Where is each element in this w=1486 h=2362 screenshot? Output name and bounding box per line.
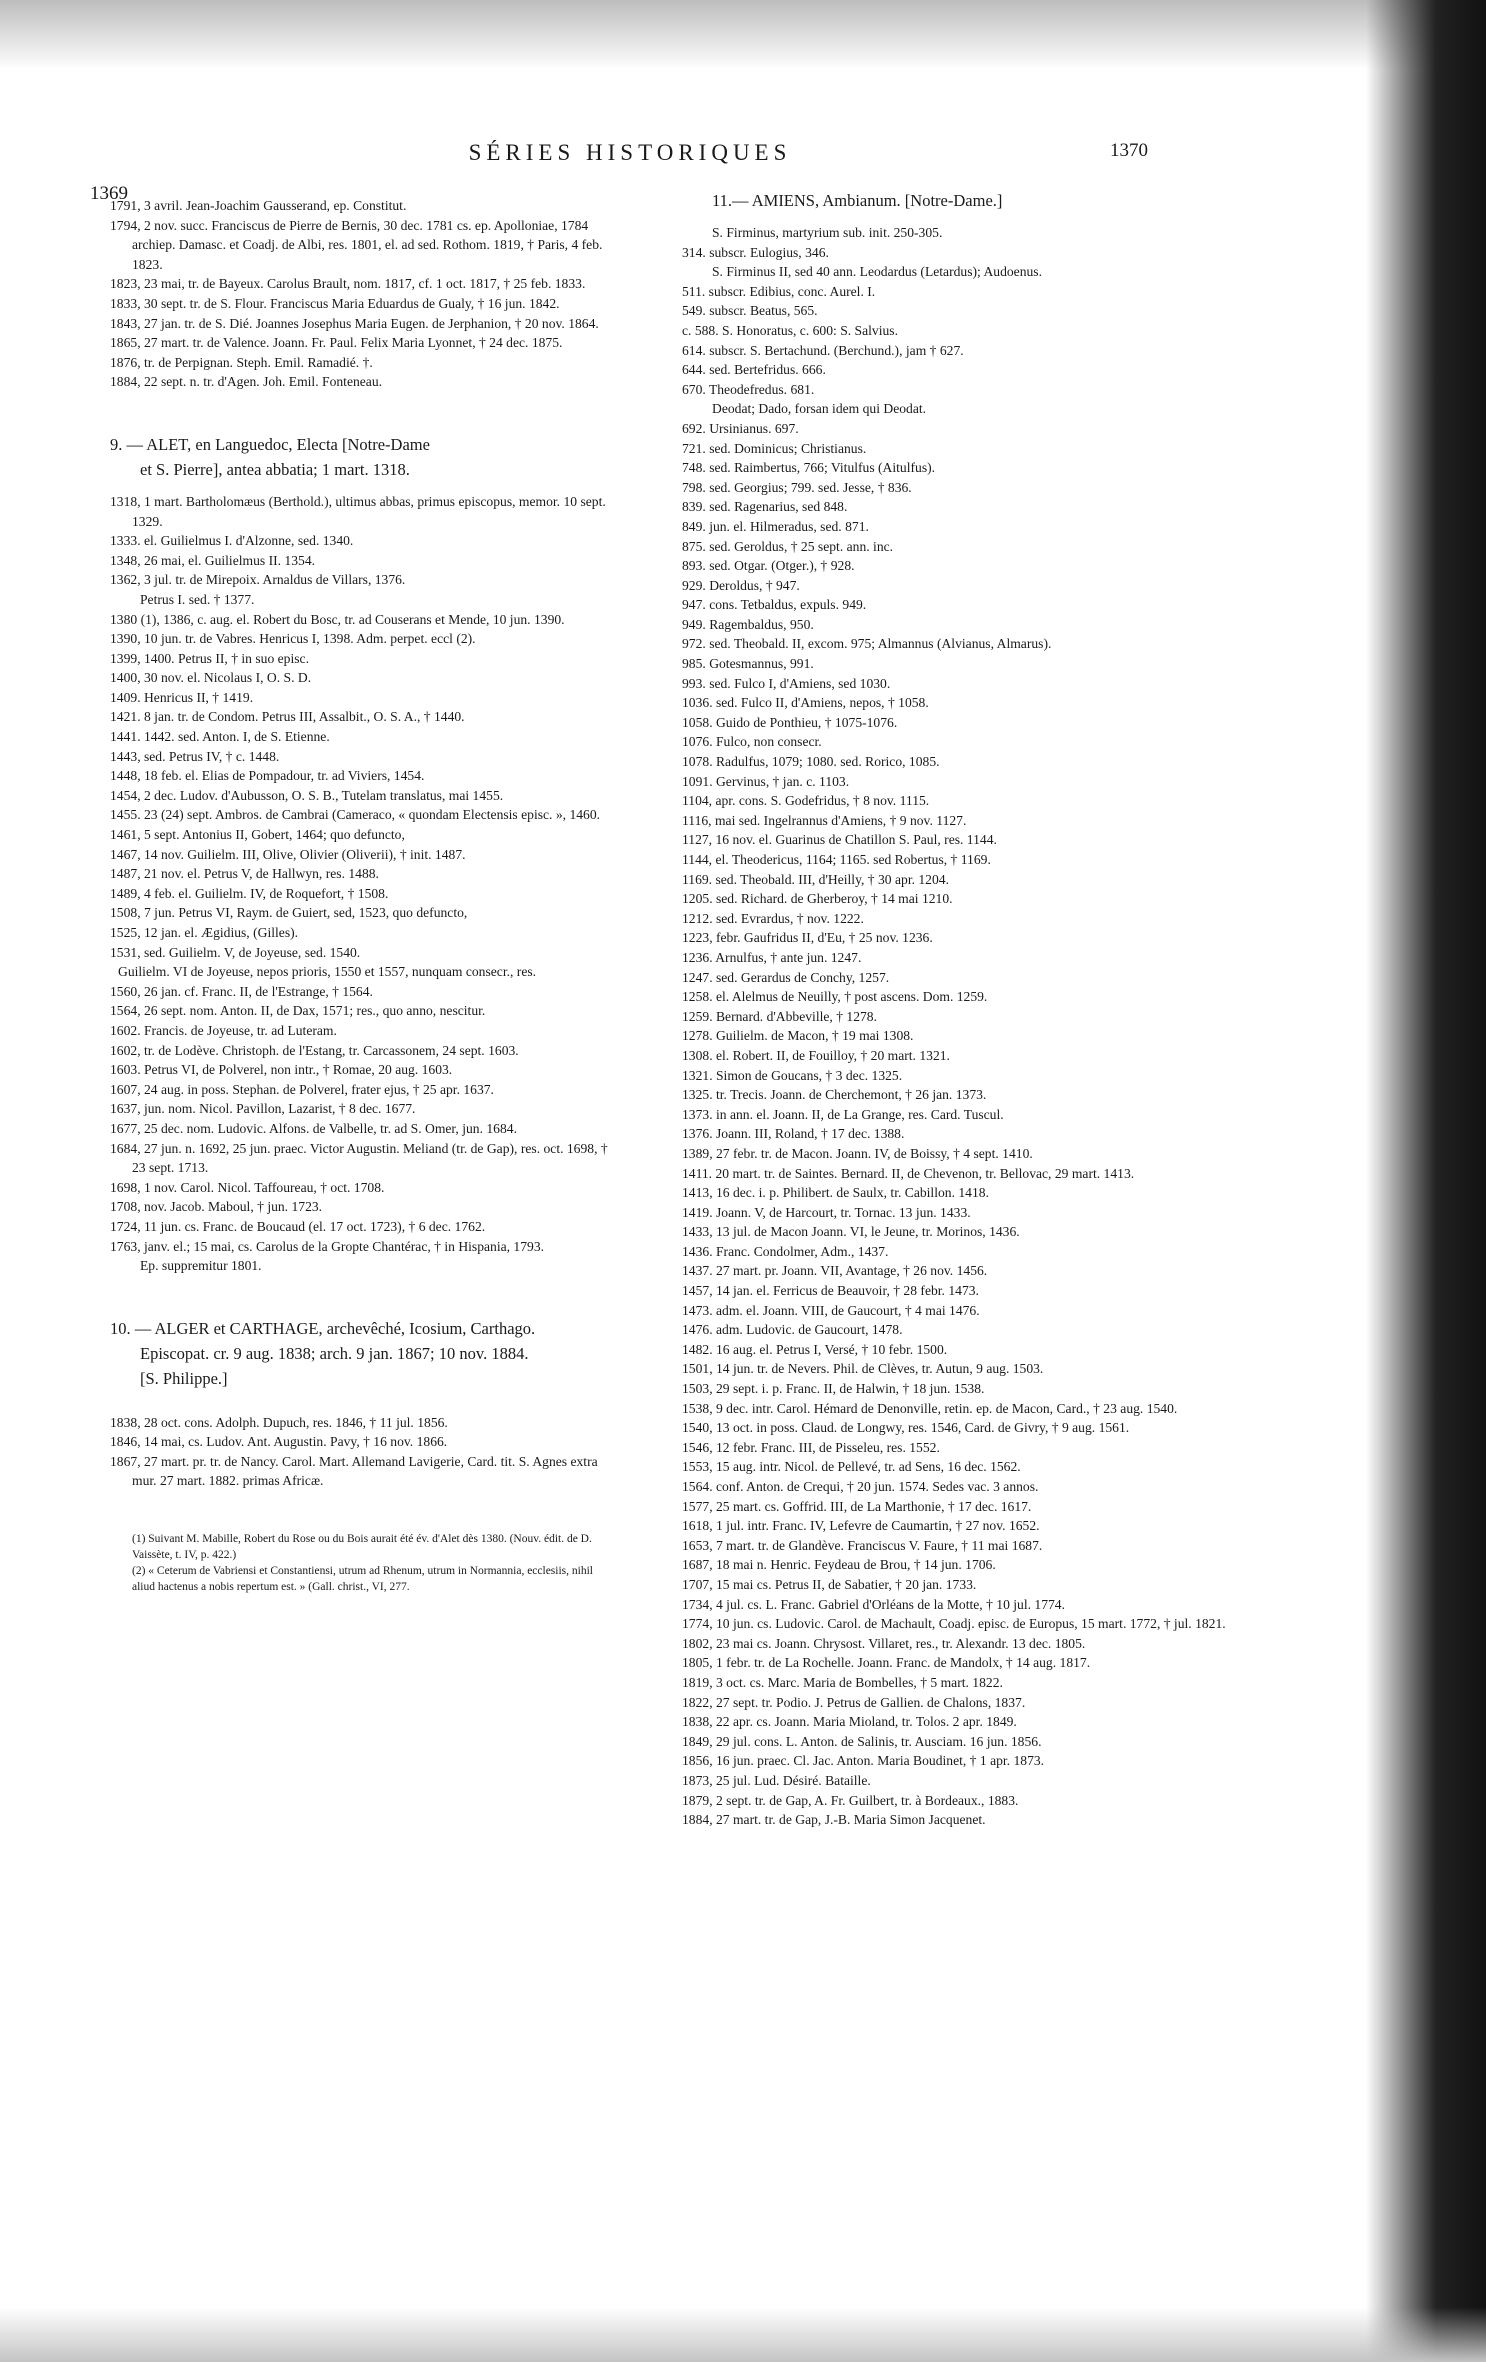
list-item: 1602, tr. de Lodève. Christoph. de l'Estang, tr. Carcassonem, 24 sept. 1603.: [110, 1042, 519, 1058]
list-item: 1457, 14 jan. el. Ferricus de Beauvoir, † 28 febr. 1473.: [682, 1283, 979, 1299]
list-item: 1467, 14 nov. Guilielm. III, Olive, Olivier (Oliverii), † init. 1487.: [110, 846, 466, 862]
list-item: 1308. el. Robert. II, de Fouilloy, † 20 mart. 1321.: [682, 1047, 950, 1063]
scan-border-top: [0, 0, 1486, 70]
list-item: 1867, 27 mart. pr. tr. de Nancy. Carol. Mart. Allemand Lavigerie, Card. tit. S. Agnes extra mur. 27 mart. 1882. primas Africæ.: [110, 1453, 598, 1489]
list-item: 1116, mai sed. Ingelrannus d'Amiens, † 9 nov. 1127.: [682, 812, 967, 828]
list-item: Petrus I. sed. † 1377.: [140, 591, 255, 607]
list-item: 893. sed. Otgar. (Otger.), † 928.: [682, 558, 855, 574]
list-item: 1454, 2 dec. Ludov. d'Aubusson, O. S. B., Tutelam translatus, mai 1455.: [110, 787, 504, 803]
list-item: 1564, 26 sept. nom. Anton. II, de Dax, 1571; res., quo anno, nescitur.: [110, 1003, 486, 1019]
list-item: 1698, 1 nov. Carol. Nicol. Taffoureau, † oct. 1708.: [110, 1179, 385, 1195]
list-item: 993. sed. Fulco I, d'Amiens, sed 1030.: [682, 675, 891, 691]
list-item: 692. Ursinianus. 697.: [682, 420, 799, 436]
list-item: 1443, sed. Petrus IV, † c. 1448.: [110, 748, 280, 764]
list-item: 748. sed. Raimbertus, 766; Vitulfus (Aitulfus).: [682, 460, 936, 476]
list-item: 1525, 12 jan. el. Ægidius, (Gilles).: [110, 925, 299, 940]
list-item: 1362, 3 jul. tr. de Mirepoix. Arnaldus de Villars, 1376.: [110, 572, 406, 588]
list-item: 1489, 4 feb. el. Guilielm. IV, de Roquefort, † 1508.: [110, 885, 389, 901]
list-item: 1169. sed. Theobald. III, d'Heilly, † 30 apr. 1204.: [682, 871, 949, 887]
list-item: 1805, 1 febr. tr. de La Rochelle. Joann. Franc. de Mandolx, † 14 aug. 1817.: [682, 1655, 1091, 1671]
list-item: 1856, 16 jun. praec. Cl. Jac. Anton. Maria Boudinet, † 1 apr. 1873.: [682, 1753, 1045, 1769]
scan-border-right: [1366, 0, 1486, 2362]
list-item: 849. jun. el. Hilmeradus, sed. 871.: [682, 518, 869, 534]
list-item: 929. Deroldus, † 947.: [682, 577, 800, 593]
section-title-amiens: 11.— AMIENS, Ambianum. [Notre-Dame.]: [712, 191, 1003, 210]
list-item: 1400, 30 nov. el. Nicolaus I, O. S. D.: [110, 670, 312, 686]
left-column: [110, 196, 610, 1595]
list-item: 1865, 27 mart. tr. de Valence. Joann. Fr. Paul. Felix Maria Lyonnet, † 24 dec. 1875.: [110, 335, 563, 351]
list-item: S. Firminus II, sed 40 ann. Leodardus (Letardus); Audoenus.: [712, 264, 1042, 280]
list-item: 1794, 2 nov. succ. Franciscus de Pierre de Bernis, 30 dec. 1781 cs. ep. Apolloniae, 1784 archiep. Damasc. et Coadj. de Albi, res. 1801, el. ad sed. Rothom. 1819, † Paris, 4 feb. 1823.: [110, 217, 603, 272]
section-title-alet: 9. — ALET, en Languedoc, Electa [Notre-Dame: [110, 434, 430, 454]
list-item: 1144, el. Theodericus, 1164; 1165. sed Robertus, † 1169.: [682, 852, 991, 867]
list-item: 1461, 5 sept. Antonius II, Gobert, 1464; quo defuncto,: [110, 827, 405, 843]
list-item: 1538, 9 dec. intr. Carol. Hémard de Denonville, retin. ep. de Macon, Card., † 23 aug. 1540.: [682, 1400, 1178, 1416]
list-item: 1325. tr. Trecis. Joann. de Cherchemont, † 26 jan. 1373.: [682, 1087, 987, 1103]
list-item: 1802, 23 mai cs. Joann. Chrysost. Villaret, res., tr. Alexandr. 13 dec. 1805.: [682, 1635, 1086, 1651]
list-item: 972. sed. Theobald. II, excom. 975; Almannus (Alvianus, Almarus).: [682, 636, 1052, 652]
list-item: 985. Gotesmannus, 991.: [682, 656, 814, 672]
list-item: 1205. sed. Richard. de Gherberoy, † 14 mai 1210.: [682, 891, 953, 907]
list-item: 670. Theodefredus. 681.: [682, 381, 815, 397]
page-number-right: 1370: [1110, 140, 1148, 161]
list-item: 1602. Francis. de Joyeuse, tr. ad Luteram.: [110, 1022, 337, 1038]
list-item: 1223, febr. Gaufridus II, d'Eu, † 25 nov. 1236.: [682, 930, 933, 946]
list-item: 1212. sed. Evrardus, † nov. 1222.: [682, 910, 864, 926]
list-item: 1707, 15 mai cs. Petrus II, de Sabatier, † 20 jan. 1733.: [682, 1576, 977, 1592]
list-item: 1411. 20 mart. tr. de Saintes. Bernard. II, de Chevenon, tr. Bellovac, 29 mart. 1413.: [682, 1165, 1135, 1181]
list-item: Deodat; Dado, forsan idem qui Deodat.: [712, 401, 927, 417]
list-item: 1421. 8 jan. tr. de Condom. Petrus III, Assalbit., O. S. A., † 1440.: [110, 709, 465, 725]
list-item: 1409. Henricus II, † 1419.: [110, 689, 254, 705]
list-item: 1441. 1442. sed. Anton. I, de S. Etienne.: [110, 729, 330, 745]
list-item: 1879, 2 sept. tr. de Gap, A. Fr. Guilbert, tr. à Bordeaux., 1883.: [682, 1792, 1019, 1808]
list-item: 1501, 14 jun. tr. de Nevers. Phil. de Clèves, tr. Autun, 9 aug. 1503.: [682, 1361, 1044, 1377]
list-item: 1258. el. Alelmus de Neuilly, † post ascens. Dom. 1259.: [682, 989, 988, 1005]
list-item: 1487, 21 nov. el. Petrus V, de Hallwyn, res. 1488.: [110, 866, 379, 882]
list-item: 1884, 27 mart. tr. de Gap, J.-B. Maria Simon Jacquenet.: [682, 1812, 986, 1828]
scan-border-bottom: [0, 2307, 1486, 2362]
list-item: 1076. Fulco, non consecr.: [682, 734, 822, 750]
list-item: 644. sed. Bertefridus. 666.: [682, 362, 826, 378]
list-item: Ep. suppremitur 1801.: [140, 1258, 262, 1274]
list-item: 1884, 22 sept. n. tr. d'Agen. Joh. Emil. Fonteneau.: [110, 374, 383, 390]
list-item: 1321. Simon de Goucans, † 3 dec. 1325.: [682, 1067, 903, 1083]
list-item: 1822, 27 sept. tr. Podio. J. Petrus de Gallien. de Chalons, 1837.: [682, 1694, 1026, 1710]
list-item: 1503, 29 sept. i. p. Franc. II, de Halwin, † 18 jun. 1538.: [682, 1381, 985, 1397]
list-item: 1376. Joann. III, Roland, † 17 dec. 1388.: [682, 1126, 905, 1142]
footnote: (1) Suivant M. Mabille, Robert du Rose ou du Bois aurait été év. d'Alet dès 1380. (Nouv. édit. de D. Vaissète, t. IV, p. 422.): [132, 1533, 592, 1562]
list-item: 721. sed. Dominicus; Christianus.: [682, 440, 867, 456]
list-item: 1348, 26 mai, el. Guilielmus II. 1354.: [110, 552, 316, 568]
list-item: 1846, 14 mai, cs. Ludov. Ant. Augustin. Pavy, † 16 nov. 1866.: [110, 1434, 448, 1450]
list-item: 1476. adm. Ludovic. de Gaucourt, 1478.: [682, 1322, 903, 1338]
list-item: 1763, janv. el.; 15 mai, cs. Carolus de la Gropte Chantérac, † in Hispania, 1793.: [110, 1238, 545, 1254]
list-item: 1876, tr. de Perpignan. Steph. Emil. Ramadié. †.: [110, 354, 373, 370]
amiens-list: [682, 223, 1227, 1830]
list-item: 875. sed. Geroldus, † 25 sept. ann. inc.: [682, 538, 894, 554]
list-item: 1677, 25 dec. nom. Ludovic. Alfons. de Valbelle, tr. ad S. Omer, jun. 1684.: [110, 1120, 517, 1136]
section-title-alger: 10. — ALGER et CARTHAGE, archevêché, Icosium, Carthago.: [110, 1318, 536, 1338]
list-item: 949. Ragembaldus, 950.: [682, 616, 814, 632]
list-item: 1078. Radulfus, 1079; 1080. sed. Rorico, 1085.: [682, 754, 940, 770]
list-item: 1247. sed. Gerardus de Conchy, 1257.: [682, 969, 890, 985]
list-item: 1637, jun. nom. Nicol. Pavillon, Lazarist, † 8 dec. 1677.: [110, 1101, 416, 1117]
list-item: 1236. Arnulfus, † ante jun. 1247.: [682, 949, 862, 965]
list-item: 1104, apr. cons. S. Godefridus, † 8 nov. 1115.: [682, 793, 930, 809]
list-item: 1389, 27 febr. tr. de Macon. Joann. IV, de Boissy, † 4 sept. 1410.: [682, 1145, 1033, 1161]
list-item: 1564. conf. Anton. de Crequi, † 20 jun. 1574. Sedes vac. 3 annos.: [682, 1479, 1039, 1494]
list-item: 1058. Guido de Ponthieu, † 1075-1076.: [682, 714, 898, 730]
list-item: 1437. 27 mart. pr. Joann. VII, Avantage, † 26 nov. 1456.: [682, 1263, 988, 1279]
list-item: 1823, 23 mai, tr. de Bayeux. Carolus Brault, nom. 1817, cf. 1 oct. 1817, † 25 feb. 1833.: [110, 276, 586, 292]
list-item: 1373. in ann. el. Joann. II, de La Grange, res. Card. Tuscul.: [682, 1106, 1004, 1122]
list-item: 1843, 27 jan. tr. de S. Dié. Joannes Josephus Maria Eugen. de Jerphanion, † 20 nov. 1864.: [110, 315, 599, 331]
list-item: 314. subscr. Eulogius, 346.: [682, 244, 829, 260]
list-item: 1687, 18 mai n. Henric. Feydeau de Brou, † 14 jun. 1706.: [682, 1557, 996, 1573]
list-item: 1419. Joann. V, de Harcourt, tr. Tornac. 13 jun. 1433.: [682, 1204, 971, 1220]
section-patron-alger: [S. Philippe.]: [140, 1368, 228, 1388]
list-item: 1036. sed. Fulco II, d'Amiens, nepos, † 1058.: [682, 695, 929, 711]
list-item: 1708, nov. Jacob. Maboul, † jun. 1723.: [110, 1199, 323, 1215]
list-item: 1380 (1), 1386, c. aug. el. Robert du Bosc, tr. ad Couserans et Mende, 10 jun. 1390.: [110, 611, 565, 627]
list-item: 1127, 16 nov. el. Guarinus de Chatillon S. Paul, res. 1144.: [682, 832, 997, 848]
list-item: 614. subscr. S. Bertachund. (Berchund.), jam † 627.: [682, 342, 964, 358]
list-item: 1455. 23 (24) sept. Ambros. de Cambrai (Cameraco, « quondam Electensis episc. », 1460.: [110, 807, 601, 823]
list-item: 1618, 1 jul. intr. Franc. IV, Lefevre de Caumartin, † 27 nov. 1652.: [682, 1518, 1040, 1534]
list-item: 1607, 24 aug. in poss. Stephan. de Polverel, frater ejus, † 25 apr. 1637.: [110, 1081, 494, 1097]
list-item: 1724, 11 jun. cs. Franc. de Boucaud (el. 17 oct. 1723), † 6 dec. 1762.: [110, 1218, 486, 1234]
page-number-left: 1369: [90, 183, 128, 204]
list-item: 1791, 3 avril. Jean-Joachim Gausserand, ep. Constitut.: [110, 198, 407, 213]
list-item: 1259. Bernard. d'Abbeville, † 1278.: [682, 1008, 877, 1024]
running-title: SÉRIES HISTORIQUES: [468, 140, 792, 165]
list-item: 1774, 10 jun. cs. Ludovic. Carol. de Machault, Coadj. episc. de Europus, 15 mart. 1772, † jul. 1821.: [682, 1616, 1226, 1632]
list-item: 947. cons. Tetbaldus, expuls. 949.: [682, 597, 867, 613]
list-item: 1684, 27 jun. n. 1692, 25 jun. praec. Victor Augustin. Meliand (tr. de Gap), res. oct. 1698, † 23 sept. 1713.: [110, 1140, 608, 1176]
list-item: 549. subscr. Beatus, 565.: [682, 303, 818, 319]
list-item: 1833, 30 sept. tr. de S. Flour. Franciscus Maria Eduardus de Gualy, † 16 jun. 1842.: [110, 295, 560, 311]
list-item: 1838, 22 apr. cs. Joann. Maria Mioland, tr. Tolos. 2 apr. 1849.: [682, 1714, 1017, 1730]
list-item: 511. subscr. Edibius, conc. Aurel. I.: [682, 283, 876, 299]
list-item: 1333. el. Guilielmus I. d'Alzonne, sed. 1340.: [110, 533, 354, 549]
list-item: 1318, 1 mart. Bartholomæus (Berthold.), ultimus abbas, primus episcopus, memor. 10 sept. 1329.: [110, 493, 606, 529]
list-item: 1540, 13 oct. in poss. Claud. de Longwy, res. 1546, Card. de Givry, † 9 aug. 1561.: [682, 1420, 1130, 1436]
list-item: 1849, 29 jul. cons. L. Anton. de Salinis, tr. Ausciam. 16 jun. 1856.: [682, 1733, 1042, 1749]
list-item: 1653, 7 mart. tr. de Glandève. Franciscus V. Faure, † 11 mai 1687.: [682, 1537, 1043, 1553]
list-item: 1390, 10 jun. tr. de Vabres. Henricus I, 1398. Adm. perpet. eccl (2).: [110, 631, 476, 647]
section-subtitle-alger: Episcopat. cr. 9 aug. 1838; arch. 9 jan. 1867; 10 nov. 1884.: [140, 1343, 529, 1363]
list-item: 1436. Franc. Condolmer, Adm., 1437.: [682, 1243, 889, 1259]
list-item: 1278. Guilielm. de Macon, † 19 mai 1308.: [682, 1028, 914, 1044]
list-item: 1508, 7 jun. Petrus VI, Raym. de Guiert, sed, 1523, quo defuncto,: [110, 905, 468, 921]
list-item: 798. sed. Georgius; 799. sed. Jesse, † 836.: [682, 479, 912, 495]
list-item: c. 588. S. Honoratus, c. 600: S. Salvius.: [682, 322, 898, 338]
section-title-alet-cont: et S. Pierre], antea abbatia; 1 mart. 1318.: [140, 459, 410, 479]
list-item: 1091. Gervinus, † jan. c. 1103.: [682, 773, 850, 789]
list-item: 1531, sed. Guilielm. V, de Joyeuse, sed. 1540.: [110, 944, 361, 960]
list-item: 1873, 25 jul. Lud. Désiré. Bataille.: [682, 1772, 871, 1788]
list-item: 1413, 16 dec. i. p. Philibert. de Saulx, tr. Cabillon. 1418.: [682, 1185, 989, 1201]
list-item: 1448, 18 feb. el. Elias de Pompadour, tr. ad Viviers, 1454.: [110, 768, 425, 784]
list-item: 1819, 3 oct. cs. Marc. Maria de Bombelles, † 5 mart. 1822.: [682, 1674, 1003, 1690]
right-column: [682, 188, 1227, 1830]
list-item: 1553, 15 aug. intr. Nicol. de Pellevé, tr. ad Sens, 16 dec. 1562.: [682, 1459, 1021, 1475]
list-item: S. Firminus, martyrium sub. init. 250-305.: [712, 225, 943, 240]
list-item: 1546, 12 febr. Franc. III, de Pisseleu, res. 1552.: [682, 1439, 940, 1455]
list-item: 1560, 26 jan. cf. Franc. II, de l'Estrange, † 1564.: [110, 983, 373, 999]
list-item: 1473. adm. el. Joann. VIII, de Gaucourt, † 4 mai 1476.: [682, 1302, 980, 1318]
list-item: 1734, 4 jul. cs. L. Franc. Gabriel d'Orléans de la Motte, † 10 jul. 1774.: [682, 1596, 1066, 1612]
list-item: 1838, 28 oct. cons. Adolph. Dupuch, res. 1846, † 11 jul. 1856.: [110, 1414, 448, 1430]
list-item: 1399, 1400. Petrus II, † in suo episc.: [110, 650, 309, 666]
footnote: (2) « Ceterum de Vabriensi et Constantiensi, utrum ad Rhenum, utrum in Normannia, ecclesiis, nihil aliud hactenus a nobis repertum est. » (Gall. christ., VI, 277.: [132, 1565, 593, 1594]
list-item: 1482. 16 aug. el. Petrus I, Versé, † 10 febr. 1500.: [682, 1341, 948, 1357]
list-item: 1577, 25 mart. cs. Goffrid. III, de La Marthonie, † 17 dec. 1617.: [682, 1498, 1032, 1514]
list-item: 1433, 13 jul. de Macon Joann. VI, le Jeune, tr. Morinos, 1436.: [682, 1224, 1020, 1240]
list-item: Guilielm. VI de Joyeuse, nepos prioris, 1550 et 1557, nunquam consecr., res.: [118, 964, 537, 980]
list-item: 1603. Petrus VI, de Polverel, non intr., † Romae, 20 aug. 1603.: [110, 1062, 453, 1078]
list-item: 839. sed. Ragenarius, sed 848.: [682, 499, 848, 515]
